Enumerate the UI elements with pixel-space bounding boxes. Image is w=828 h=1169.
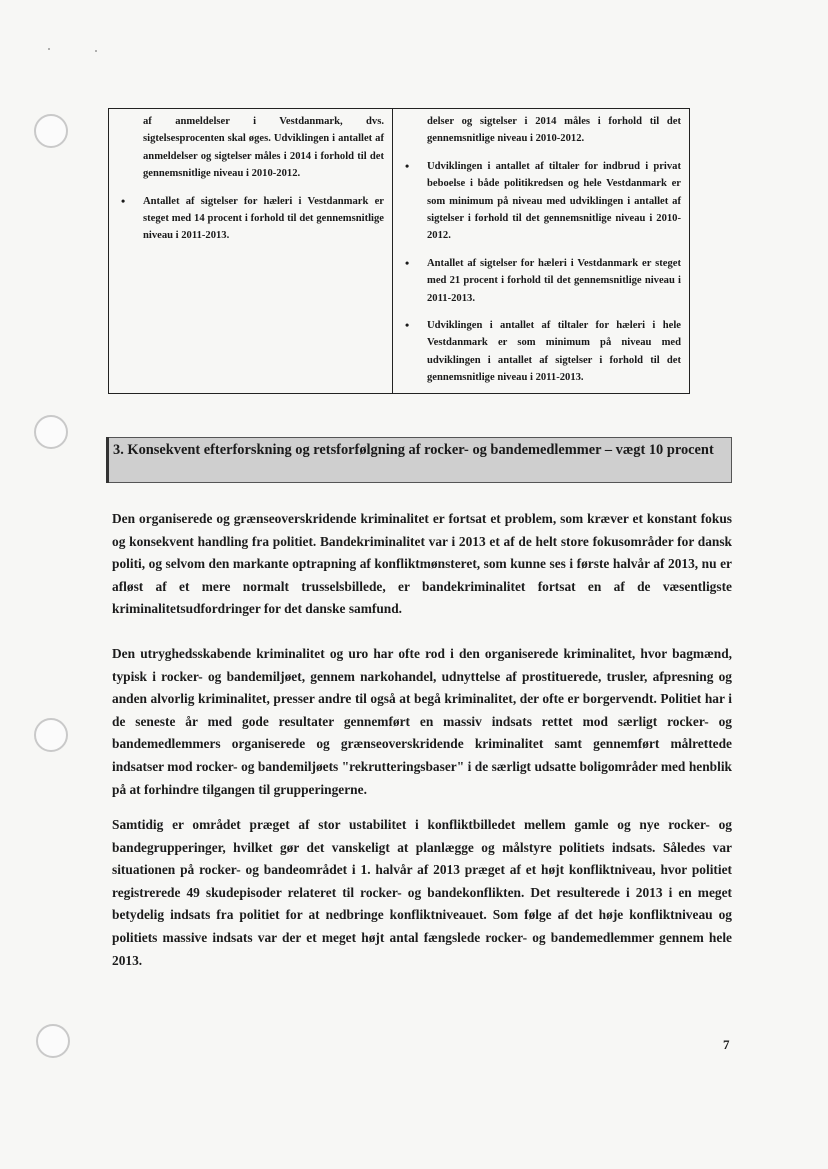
table-right-bullet-2: • Antallet af sigtelser for hæleri i Vestdanmark er steget med 21 procent i forhold til det gennemsnitlige niveau i 2011-2013. — [427, 255, 681, 307]
table-right-text: delser og sigtelser i 2014 måles i forhold til det gennemsnitlige niveau i 2010-2012. — [427, 116, 681, 145]
goals-table — [108, 108, 690, 394]
punch-hole-3 — [34, 718, 68, 752]
table-column-right — [393, 109, 689, 393]
table-right-bullet-3: • Udviklingen i antallet af tiltaler for hæleri i hele Vestdanmark er som minimum på niveau med udviklingen i antallet af sigtelser i forhold til det gennemsnitlige niveau i 2011-2013. — [427, 317, 681, 387]
page-number: 7 — [723, 1037, 730, 1052]
table-left-text: af anmeldelser i Vestdanmark, dvs. sigtelsesprocenten skal øges. Udviklingen i antallet af anmeldelser og sigtelser måles i 2014 i forhold til det gennemsnitlige niveau i 2010-2012. — [143, 116, 384, 180]
paragraph-2: Den utryghedsskabende kriminalitet og uro har ofte rod i den organiserede kriminalitet, hvor bagmænd, typisk i rocker- og bandemiljøet, gennem narkohandel, udnyttelse af prostituerede, trusler, afpresning og anden alvorlig kriminalitet, presser andre til også at begå kriminalitet, der ofte er borgervendt. Politiet har i de seneste år med gode resultater gennemført en massiv indsats rettet mod særligt rocker- og bandemedlemmers organiserede og grænseoverskridende kriminalitet samt gennemført målrettede indsatser mod rocker- og bandemiljøets "rekrutteringsbaser" i de særligt udsatte boligområder med henblik på at forhindre tilgangen til grupperingerne. — [112, 646, 732, 797]
punch-hole-1 — [34, 114, 68, 148]
table-column-left — [109, 109, 393, 393]
punch-hole-4 — [36, 1024, 70, 1058]
paragraph-3: Samtidig er området præget af stor ustabilitet i konfliktbilledet mellem gamle og nye rocker- og bandegrupperinger, hvilket gør det vanskeligt at planlægge og målstyre politiets indsats. Således var situationen på rocker- og bandeområdet i 1. halvår af 2013 præget af et højt konfliktniveau, hvor politiet registrerede 49 skudepisoder relateret til rocker- og bandekonflikten. Det resulterede i 2013 i en meget betydelig indsats fra politiet for at nedbringe konfliktniveauet. Som følge af det høje konfliktniveau og politiets massive indsats var der et meget højt antal fængslede rocker- og bandemedlemmer gennem hele 2013. — [112, 817, 732, 968]
table-right-bullet-1: • Udviklingen i antallet af tiltaler for indbrud i privat beboelse i både politikredsen og hele Vestdanmark er som minimum på niveau med udviklingen i antallet af sigtelser i forhold til det gennemsnitlige niveau i 2010-2012. — [427, 158, 681, 245]
section-heading: 3. Konsekvent efterforskning og retsforfølgning af rocker- og bandemedlemmer – vægt 10 procent — [106, 437, 732, 483]
speck — [48, 48, 50, 50]
punch-hole-2 — [34, 415, 68, 449]
paragraph-1: Den organiserede og grænseoverskridende kriminalitet er fortsat et problem, som kræver et konstant fokus og konsekvent handling fra politiet. Bandekriminalitet var i 2013 et af de helt store fokusområder for dansk politi, og selvom den markante optrapning af konfliktmønsteret, som kunne ses i første halvår af 2013, nu er afløst af et mere normalt trusselsbillede, er bandekriminalitet fortsat en af de væsentligste kriminalitetsudfordringer for det danske samfund. — [112, 511, 732, 617]
speck — [95, 50, 97, 52]
table-left-bullet: • Antallet af sigtelser for hæleri i Vestdanmark er steget med 14 procent i forhold til det gennemsnitlige niveau i 2011-2013. — [143, 193, 384, 245]
